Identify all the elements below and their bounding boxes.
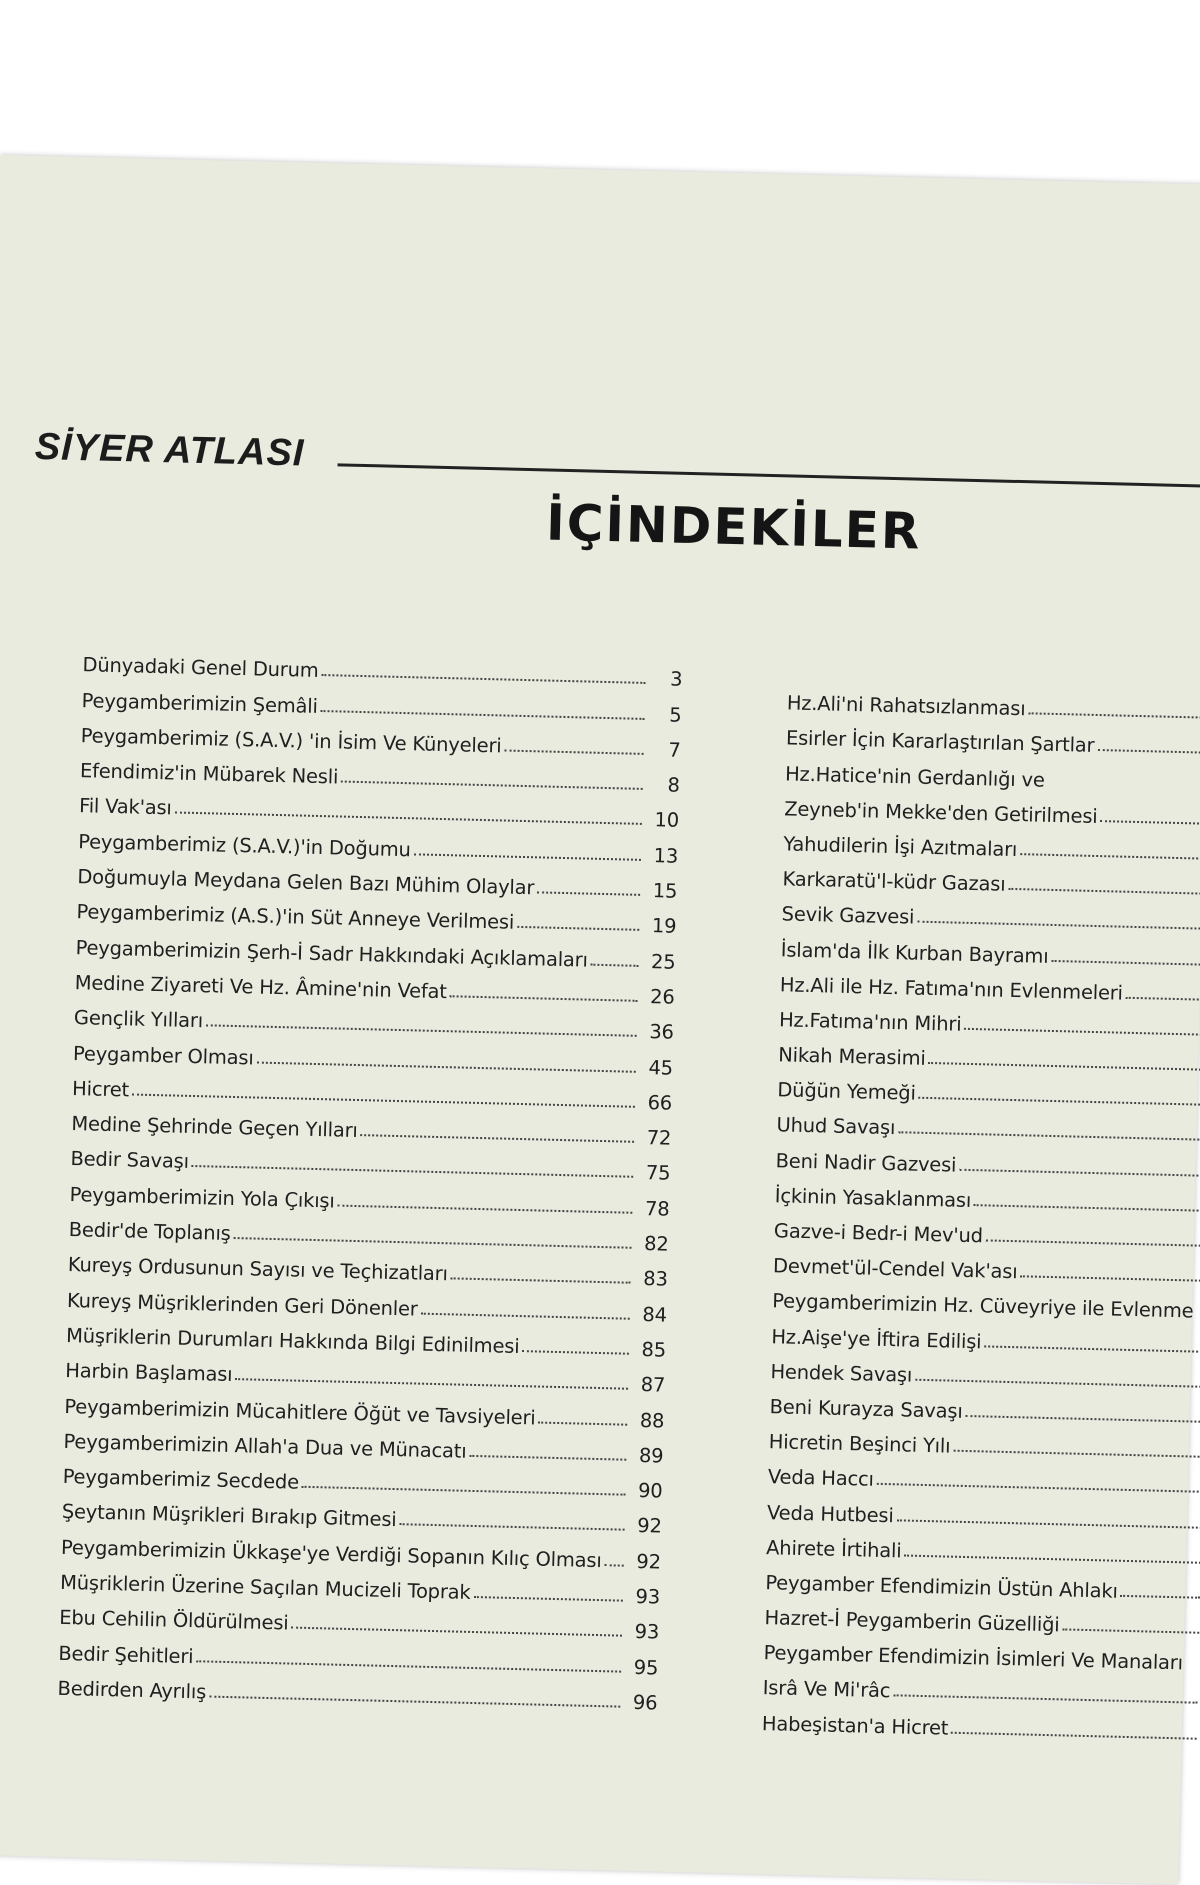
toc-entry-title: Bedir'de Toplanış [68,1218,231,1246]
dot-leader [450,995,638,1002]
dot-leader [209,1695,620,1707]
toc-entry-page: 26 [649,985,675,1009]
toc-entry-title: Doğumuyla Meydana Gelen Bazı Mühim Olaylar [77,865,535,900]
dot-leader [929,1062,1200,1071]
toc-entry-page: 82 [643,1232,669,1256]
toc-entry-title: Veda Haccı [767,1465,875,1492]
toc-entry-title: Müşriklerin Durumları Hakkında Bilgi Edinilmesi [65,1323,520,1358]
book-page [0,155,1200,1884]
toc-entry-title: Devmet'ül-Cendel Vak'ası [772,1254,1018,1284]
dot-leader [904,1554,1200,1563]
toc-entry-page: 93 [634,1620,660,1644]
toc-entry-page: 13 [653,843,679,868]
dot-leader [1020,853,1200,860]
toc-entry-title: Zeyneb'in Mekke'den Getirilmesi [783,797,1098,828]
dot-leader [917,921,1200,930]
dot-leader [1062,1628,1199,1633]
toc-entry-page: 92 [636,1514,662,1538]
toc-entry-title: Uhud Savaşı [776,1113,896,1140]
toc-entry-title: Bedirden Ayrılış [57,1676,207,1704]
dot-leader [451,1278,631,1284]
toc-entry-page: 75 [645,1161,671,1186]
dot-leader [421,1312,630,1319]
toc-entry-title: Kureyş Müşriklerinden Geri Dönenler [66,1288,418,1321]
dot-leader [984,1345,1200,1352]
dot-leader [1008,888,1200,895]
toc-entry-title: Peygamberimizin Allah'a Dua ve Münacatı [63,1429,467,1463]
toc-entry-title: Karkaratü'l-küdr Gazası [782,867,1006,896]
toc-entry-title: Beni Nadir Gazvesi [775,1148,957,1177]
toc-entry-page: 45 [648,1055,674,1080]
toc-entry-title: Şeytanın Müşrikleri Bırakıp Gitmesi [61,1500,397,1532]
dot-leader [1051,959,1200,965]
dot-leader [537,891,640,896]
toc-entry-page: 88 [639,1408,665,1433]
dot-leader [604,1564,623,1566]
dot-leader [538,1421,627,1425]
dot-leader [591,963,639,966]
toc-entry-title: Beni Kurayza Savaşı [769,1395,963,1423]
dot-leader [361,1134,635,1143]
toc-entry-page: 84 [642,1302,668,1327]
toc-entry-title: Habeşistan'a Hicret [761,1711,949,1740]
toc-entry-page: 15 [652,879,678,903]
toc-entry-page: 66 [647,1090,673,1115]
toc-entry-page: 5 [669,703,682,727]
toc-entry-title: Esirler İçin Kararlaştırılan Şartlar [785,726,1095,758]
toc-entry-page: 72 [646,1126,672,1150]
toc-entry-page: 3 [669,667,683,692]
dot-leader [341,781,643,790]
toc-entry-title: Peygamberimiz (A.S.)'in Süt Anneye Verilmesi [76,900,515,935]
toc-left-column [57,641,683,1714]
toc-entry-page: 8 [667,773,681,797]
dot-leader [953,1450,1200,1458]
toc-entry-title: İçkinin Yasaklanması [774,1184,972,1212]
toc-entry-title: Ahirete İrtihali [765,1535,902,1563]
toc-entry-title: Peygamber Olması [72,1041,254,1070]
toc-entry-title: Hicret [71,1076,130,1102]
header-rule [337,463,1200,487]
book-title: SİYER ATLASI [34,425,305,475]
dot-leader [1126,996,1200,1000]
dot-leader [504,749,643,754]
toc-entry-page: 96 [632,1690,658,1715]
toc-right-column [762,679,1200,1745]
toc-entry-page: 90 [637,1479,663,1503]
toc-entry-title: Hz.Aişe'ye İftira Edilişi [771,1324,982,1353]
dot-leader [986,1239,1200,1246]
toc-entry-title: Fil Vak'ası [78,794,172,820]
toc-entry-title: Hz.Ali ile Hz. Fatıma'nın Evlenmeleri [779,972,1124,1005]
toc-entry-page: 85 [641,1337,667,1362]
toc-entry-title: Peygamber Efendimizin Üstün Ahlakı [765,1571,1118,1603]
toc-entry-title: Sevik Gazvesi [781,902,915,929]
toc-entry-page: 92 [636,1549,662,1574]
dot-leader [414,853,641,861]
toc-entry-page: 87 [640,1373,666,1397]
dot-leader [1097,749,1200,754]
toc-entry-title: Isrâ Ve Mi'râc [762,1676,891,1703]
toc-entry-title: Peygamber Efendimizin İsimleri Ve Manaları [763,1641,1184,1675]
dot-leader [399,1524,624,1532]
toc-entry-title: Dünyadaki Genel Durum [82,653,319,683]
toc-entry-title: Peygamberimizin Hz. Cüveyriye ile Evlenme [771,1289,1194,1323]
dot-leader [1028,712,1200,719]
dot-leader [469,1455,626,1461]
dot-leader [965,1415,1200,1423]
toc-entry-title: Müşriklerin Üzerine Saçılan Mucizeli Toprak [59,1570,471,1604]
toc-entry-title: Hz.Ali'ni Rahatsızlanması [786,691,1026,721]
toc-entry-page: 83 [643,1267,669,1291]
dot-leader [1020,1275,1200,1282]
toc-entry-title: Kureyş Ordusunun Sayısı ve Teçhizatları [67,1253,449,1286]
toc-entry-title: Hendek Savaşı [770,1359,913,1387]
dot-leader [896,1519,1200,1528]
toc-entry-title: Peygamberimizin Yola Çıkışı [69,1182,335,1213]
toc-entry-title: Bedir Şehitleri [58,1641,194,1668]
dot-leader [915,1378,1200,1387]
toc-entry-title: Hicretin Beşinci Yılı [768,1430,951,1458]
toc-entry-page: 10 [654,808,680,833]
toc-entry-title: Yahudilerin İşi Azıtmaları [783,832,1018,861]
toc-entry-title: Medine Ziyareti Ve Hz. Âmine'nin Vefat [74,971,448,1004]
toc-entry-title: Nikah Merasimi [777,1043,926,1070]
toc-entry-page: 95 [633,1655,659,1680]
toc-entry-title: Bedir Savaşı [70,1147,190,1174]
toc-entry-page: 7 [668,738,681,762]
toc-entry-title: Hz.Hatice'nin Gerdanlığı ve [784,761,1045,792]
toc-entry-title: Peygamberimizin Şerh-İ Sadr Hakkındaki Açıklamaları [75,935,589,972]
dot-leader [974,1204,1200,1212]
dot-leader [517,926,639,931]
toc-entry-title: Hazret-İ Peygamberin Güzelliği [764,1606,1060,1637]
toc-entry-title: Gençlik Yılları [73,1006,204,1033]
toc-entry-page: 19 [651,914,677,939]
toc-entry-title: Peygamberimiz (S.A.V.)'in Doğumu [77,829,412,862]
toc-entry-title: Gazve-i Bedr-i Mev'ud [773,1219,984,1248]
toc-entry-title: Medine Şehrinde Geçen Yılları [71,1112,358,1143]
toc-entry-title: Peygamberimiz (S.A.V.) 'in İsim Ve Künyeleri [80,724,502,758]
toc-entry-page: 89 [638,1443,664,1468]
toc-entry-title: Peygamberimiz Secdede [62,1465,300,1494]
dot-leader [959,1168,1200,1176]
toc-entry-title: Düğün Yemeği [777,1078,917,1105]
dot-leader [338,1204,633,1213]
toc-entry-title: Veda Hutbesi [766,1500,894,1527]
toc-entry-title: Harbin Başlaması [65,1359,233,1387]
dot-leader [473,1596,622,1602]
toc-entry-title: Peygamberimizin Mücahitlere Öğüt ve Tavsiyeleri [64,1394,536,1429]
dot-leader [1100,820,1200,825]
dot-leader [522,1350,629,1355]
toc-entry-page: 78 [644,1196,670,1221]
toc-entry-title: Ebu Cehilin Öldürülmesi [58,1606,289,1635]
dot-leader [893,1695,1197,1704]
dot-leader [919,1097,1200,1106]
toc-entry-page: 93 [635,1584,661,1609]
dot-leader [1121,1595,1200,1599]
toc-entry-page: 25 [650,949,676,974]
toc-entry-title: İslam'da İlk Kurban Bayramı [780,937,1049,968]
dot-leader [964,1028,1200,1036]
toc-entry-title: Peygamberimizin Ükkaşe'ye Verdiği Sopanın Kılıç Olması [60,1535,602,1572]
dot-leader [951,1731,1197,1739]
page-title: İÇİNDEKİLER [545,493,923,561]
toc-entry-title: Hz.Fatıma'nın Mihri [778,1008,962,1036]
toc-entry-title: Efendimiz'in Mübarek Nesli [79,759,339,789]
toc-entry-page: 36 [649,1020,675,1044]
toc-entry-title: Peygamberimizin Şemâli [81,688,319,718]
